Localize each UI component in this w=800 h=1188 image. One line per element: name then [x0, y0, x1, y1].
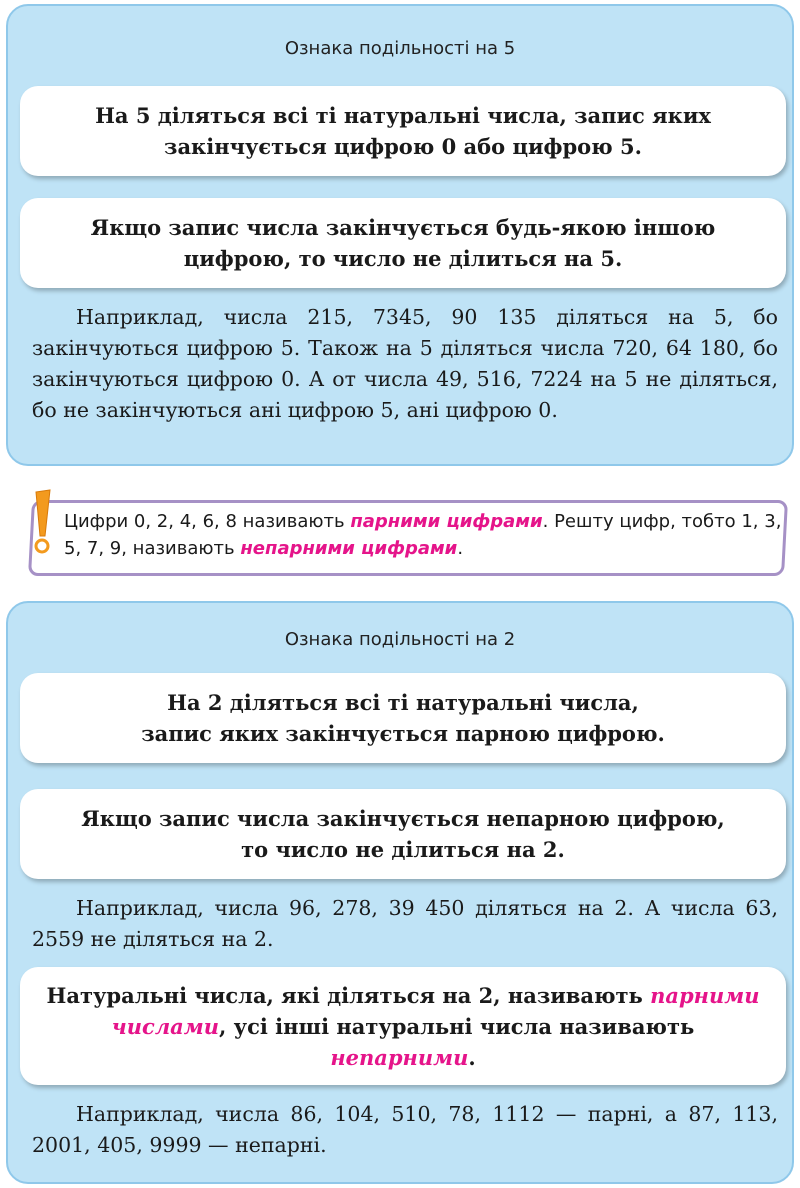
rule-5-neg-line-2: цифрою, то число не ділиться на 5. [183, 246, 623, 271]
rule-5-line-1: На 5 діляться всі ті натуральні числа, запис яких [95, 103, 711, 128]
definition-part-2: , усі інші натуральні числа називають [219, 1013, 695, 1039]
term-odd-numbers: непарними [330, 1044, 469, 1070]
exclamation-icon [30, 488, 58, 558]
rule-5-line-2: закінчується цифрою 0 або цифрою 5. [164, 134, 642, 159]
panel-title-5: Ознака подільності на 5 [284, 38, 516, 59]
definition-part-1: Натуральні числа, які діляться на 2, називають [46, 982, 651, 1008]
rule-2-line-1: На 2 діляться всі ті натуральні числа, [167, 690, 639, 715]
note-part-3: . [457, 538, 464, 559]
term-even-numbers: парними числами [111, 982, 760, 1039]
note-part-1: Цифри 0, 2, 4, 6, 8 називають [64, 511, 351, 532]
rule-box-5-main [20, 86, 786, 176]
rule-box-2-main [20, 673, 786, 763]
divisibility-by-2-panel [6, 601, 794, 1184]
term-even-digits: парними цифрами [350, 511, 543, 532]
rule-box-2-negation [20, 789, 786, 879]
rule-box-5-negation [20, 198, 786, 288]
definition-text [40, 980, 766, 1073]
note-text [64, 508, 784, 562]
definition-box [20, 967, 786, 1085]
example-even-odd-paragraph: Наприклад, числа 86, 104, 510, 78, 1112 — парні, а 87, 113, 2001, 405, 9999 — непарні. [32, 1102, 778, 1157]
rule-2-neg-line-2: то число не ділиться на 2. [241, 837, 565, 862]
divisibility-by-5-panel [6, 4, 794, 466]
rule-2-neg-line-1: Якщо запис числа закінчується непарною цифрою, [81, 806, 725, 831]
example-5-paragraph: Наприклад, числа 215, 7345, 90 135 діляться на 5, бо закінчуються цифрою 5. Також на 5 діляться числа 720, 64 180, бо закінчуються цифрою 0. А от числа 49, 516, 7224 на 5 не діляться, бо не закінчуються ані цифрою 5, ані цифрою 0. [32, 305, 778, 422]
note-part-2: . Решту цифр, тобто 1, 3, 5, 7, 9, називають [64, 511, 782, 559]
rule-2-line-2: запис яких закінчується парною цифрою. [141, 721, 665, 746]
example-2-paragraph: Наприклад, числа 96, 278, 39 450 діляться на 2. А числа 63, 2559 не діляться на 2. [32, 896, 778, 951]
term-odd-digits: непарними цифрами [240, 538, 458, 559]
rule-5-neg-line-1: Якщо запис числа закінчується будь-якою іншою [90, 215, 716, 240]
definition-part-3: . [468, 1044, 476, 1070]
panel-title-2: Ознака подільності на 2 [284, 629, 516, 650]
